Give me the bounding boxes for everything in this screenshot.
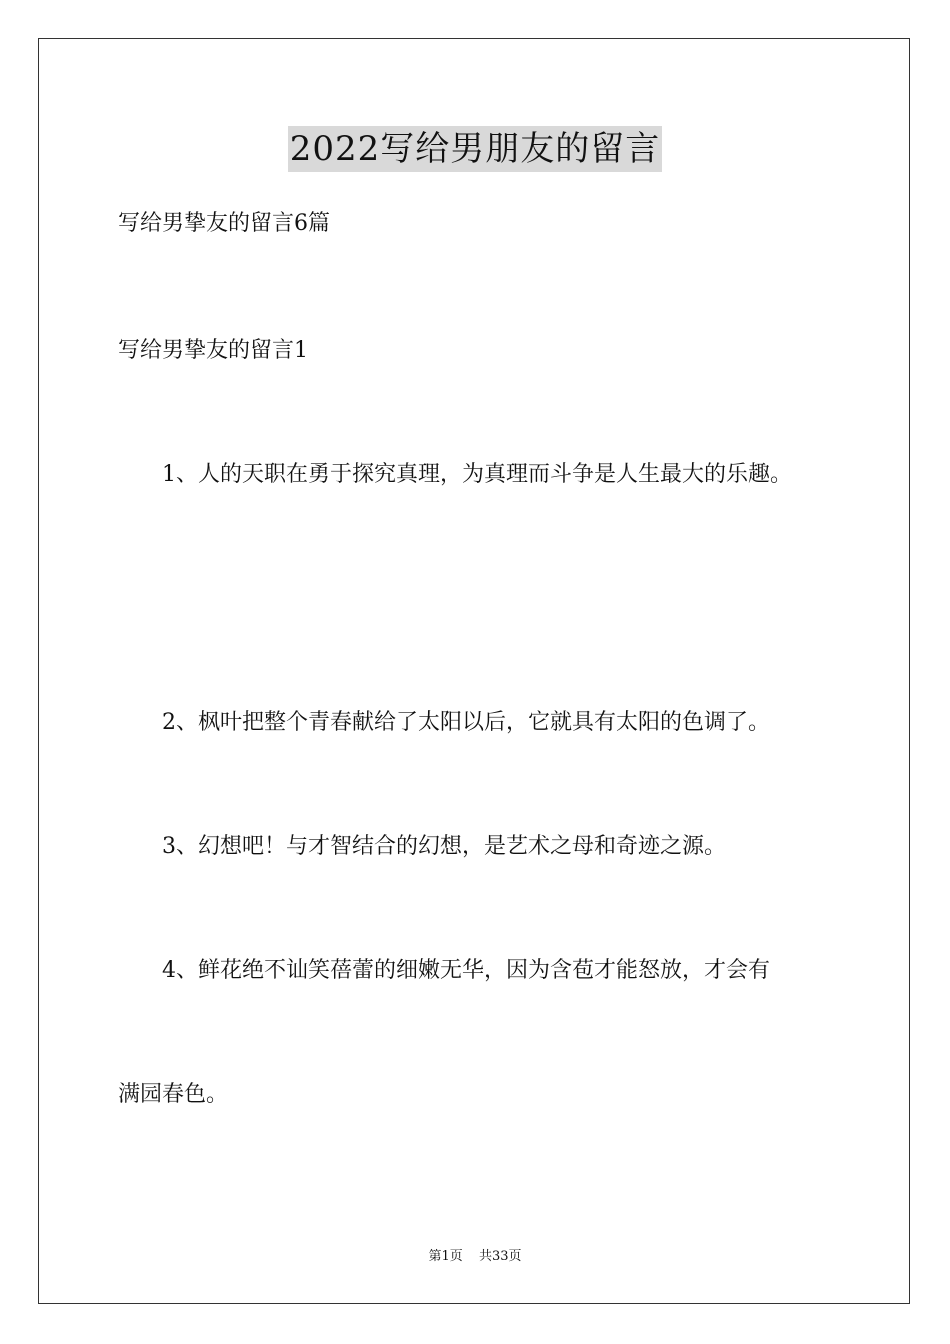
title-container [0,126,950,172]
list-item: 3、幻想吧！与才智结合的幻想，是艺术之母和奇迹之源。 [162,834,726,859]
document-subtitle: 写给男挚友的留言6篇 [118,211,330,236]
list-item-continuation: 满园春色。 [118,1082,229,1107]
page-footer [0,1248,950,1266]
list-item: 2、枫叶把整个青春献给了太阳以后，它就具有太阳的色调了。 [162,710,770,735]
document-title: 2022写给男朋友的留言 [288,126,663,172]
list-item: 4、鲜花绝不讪笑蓓蕾的细嫩无华，因为含苞才能怒放，才会有 [162,958,770,983]
list-item: 1、人的天职在勇于探究真理，为真理而斗争是人生最大的乐趣。 [162,462,792,487]
section-heading: 写给男挚友的留言1 [118,338,308,363]
page-total: 共33页 [478,1249,522,1264]
page-number: 第1页 [428,1249,463,1264]
